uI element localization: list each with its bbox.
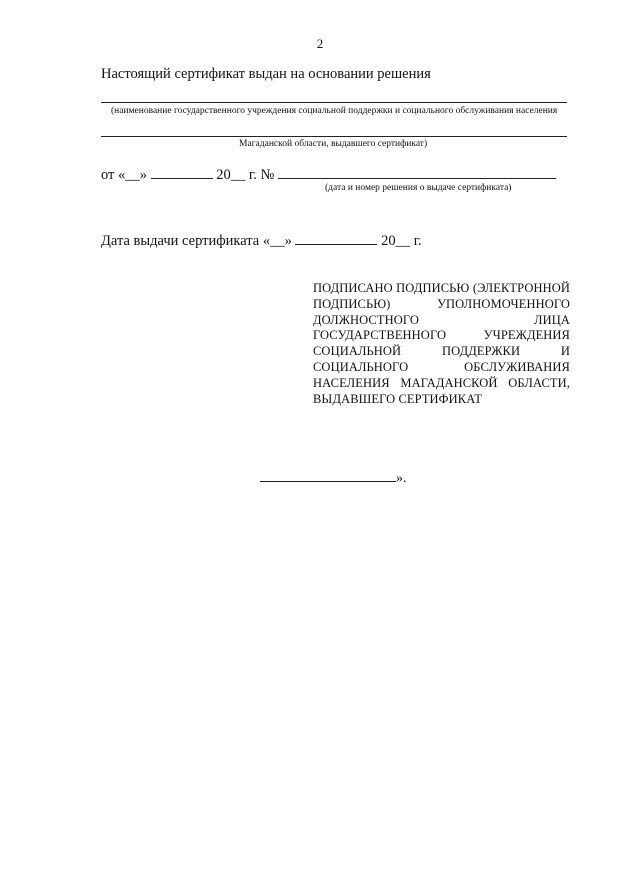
issue-year-blank: __ — [395, 233, 411, 249]
year-blank: __ — [230, 167, 246, 183]
closing-line — [260, 469, 407, 487]
year-prefix: 20 — [216, 167, 231, 183]
from-prefix: от « — [101, 167, 126, 183]
institution-name-caption-1: (наименование государственного учреждения социальной поддержки и социального обслуживания населения — [111, 106, 558, 116]
issue-month-blank — [295, 232, 377, 245]
decision-caption: (дата и номер решения о выдаче сертификата) — [325, 183, 512, 193]
basis-heading: Настоящий сертификат выдан на основании решения — [101, 66, 431, 82]
closing-suffix: ». — [396, 471, 407, 486]
issue-year-suffix: г. — [413, 233, 422, 249]
page-number: 2 — [316, 36, 324, 51]
year-suffix: г. № — [248, 167, 275, 183]
day-blank: __ — [125, 167, 140, 183]
month-blank — [151, 166, 213, 179]
institution-name-caption-2: Магаданской области, выдавшего сертификат) — [239, 139, 428, 149]
issue-date-row — [101, 232, 422, 250]
issue-year-prefix: 20 — [381, 233, 396, 249]
issue-day-blank: __ — [270, 233, 285, 249]
institution-name-line-2 — [101, 136, 567, 137]
decision-date-row — [101, 166, 556, 184]
quote-close: » — [139, 167, 148, 183]
signature-blank — [260, 469, 396, 482]
institution-name-line-1 — [101, 102, 567, 103]
signature-block: ПОДПИСАНО ПОДПИСЬЮ (ЭЛЕКТРОННОЙ ПОДПИСЬЮ) УПОЛНОМОЧЕННОГО ДОЛЖНОСТНОГО ЛИЦА ГОСУДАРСТВЕННОГО УЧРЕЖДЕНИЯ СОЦИАЛЬНОЙ ПОДДЕРЖКИ И СОЦИАЛЬНОГО ОБСЛУЖИВАНИЯ НАСЕЛЕНИЯ МАГАДАНСКОЙ ОБЛАСТИ, ВЫДАВШЕГО СЕРТИФИКАТ — [313, 281, 570, 406]
issue-label: Дата выдачи сертификата « — [101, 233, 271, 249]
issue-quote-close: » — [284, 233, 292, 249]
decision-number-blank — [278, 166, 556, 179]
